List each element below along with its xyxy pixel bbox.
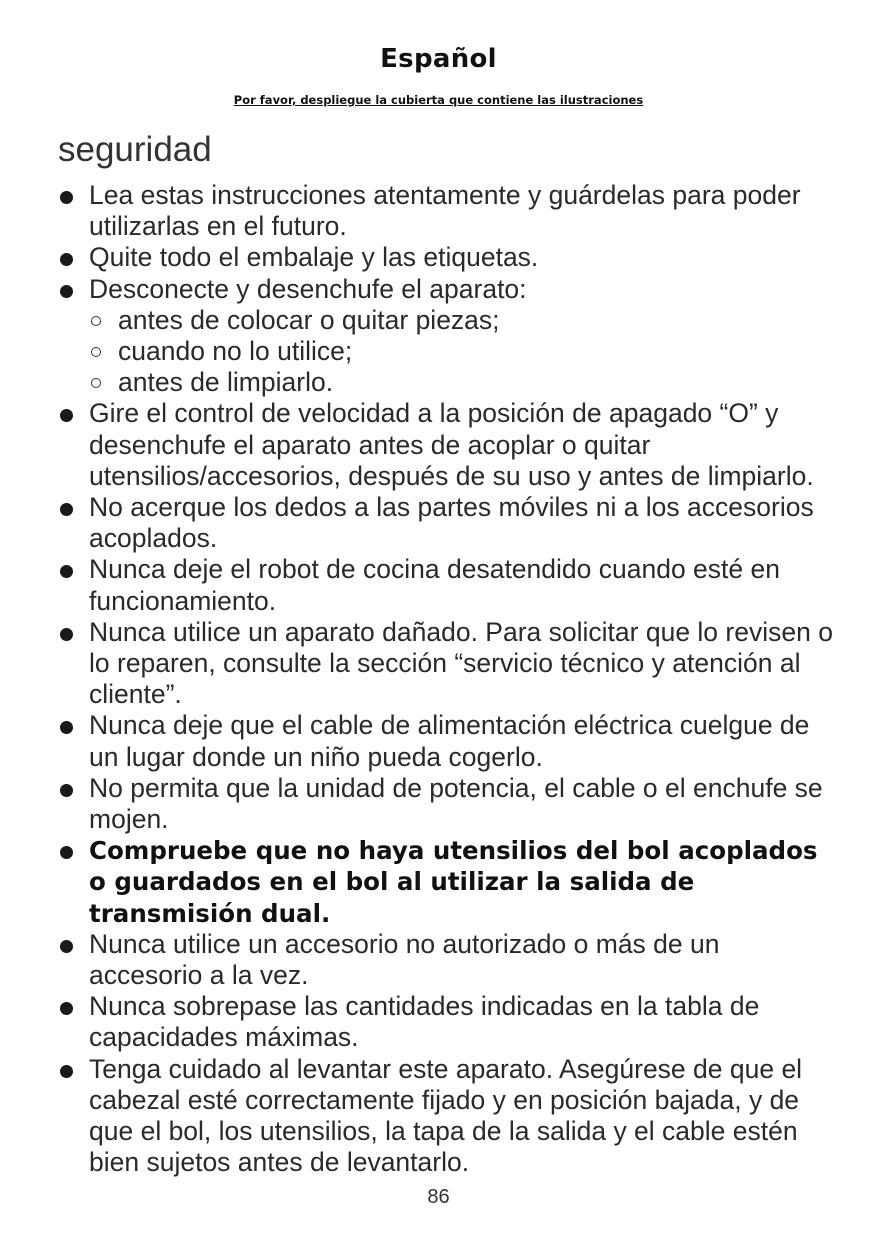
sub-list-item-text: antes de colocar o quitar piezas; (118, 304, 500, 335)
sub-list-item (89, 305, 838, 336)
sub-list-item (89, 367, 838, 398)
list-item-text: Tenga cuidado al levantar este aparato. Asegúrese de que el cabezal esté correctamente fijado y en posición bajada, y de que el bol, los utensilios, la tapa de la salida y el cable estén bien sujetos antes de levantarlo. (89, 1053, 803, 1178)
bullet-icon (60, 409, 73, 422)
bullet-icon (60, 1065, 73, 1078)
bullet-icon (60, 784, 73, 797)
bullet-icon (60, 565, 73, 578)
sub-list (89, 305, 838, 399)
sub-list-item-text: cuando no lo utilice; (118, 336, 353, 367)
list-item (58, 242, 838, 273)
list-item (58, 773, 838, 835)
sub-list-item-text: antes de limpiarlo. (118, 367, 334, 398)
list-item-text: Quite todo el embalaje y las etiquetas. (89, 242, 539, 273)
list-item (58, 991, 838, 1053)
bullet-icon (60, 253, 73, 266)
bullet-icon (60, 191, 73, 204)
list-item-text: Gire el control de velocidad a la posición de apagado “O” y desenchufe el aparato antes de acoplar o quitar utensilios/accesorios, después de su uso y antes de limpiarlo. (89, 398, 814, 491)
circle-bullet-icon (91, 378, 101, 388)
sub-list-item (89, 336, 838, 367)
circle-bullet-icon (91, 347, 101, 357)
list-item (58, 180, 838, 242)
list-item-text: No acerque los dedos a las partes móviles ni a los accesorios acoplados. (89, 492, 814, 554)
page-number: 86 (427, 1186, 450, 1208)
list-item-text: No permita que la unidad de potencia, el cable o el enchufe se mojen. (89, 772, 823, 835)
list-item (58, 398, 838, 492)
list-item-text: Nunca deje el robot de cocina desatendido cuando esté en funcionamiento. (89, 554, 780, 616)
list-item-text: Nunca sobrepase las cantidades indicadas en la tabla de capacidades máximas. (89, 991, 760, 1053)
language-heading: Español (380, 44, 497, 74)
list-item (58, 554, 838, 616)
list-item (58, 274, 838, 399)
cover-instruction: Por favor, despliegue la cubierta que contiene las ilustraciones (233, 93, 644, 107)
list-item (58, 617, 838, 711)
list-item-text: Compruebe que no haya utensilios del bol acoplados o guardados en el bol al utilizar la salida de transmisión dual. (89, 836, 818, 928)
bullet-icon (60, 503, 73, 516)
bullet-icon (60, 628, 73, 641)
list-item-text: Nunca deje que el cable de alimentación eléctrica cuelgue de un lugar donde un niño pueda cogerlo. (89, 710, 810, 772)
list-item-text: Nunca utilice un accesorio no autorizado o más de un accesorio a la vez. (89, 928, 720, 991)
bullet-icon (60, 721, 73, 734)
list-item (58, 492, 838, 554)
bullet-icon (60, 285, 73, 298)
circle-bullet-icon (91, 316, 101, 326)
safety-list (58, 180, 838, 1179)
section-title: seguridad (58, 130, 212, 169)
list-item (58, 1054, 838, 1179)
list-item-text: Lea estas instrucciones atentamente y guárdelas para poder utilizarlas en el futuro. (89, 180, 801, 242)
list-item-text: Desconecte y desenchufe el aparato: (89, 273, 527, 304)
list-item-warning (58, 835, 838, 929)
bullet-icon (60, 846, 73, 859)
bullet-icon (60, 940, 73, 953)
bullet-icon (60, 1002, 73, 1015)
list-item (58, 710, 838, 772)
list-item-text: Nunca utilice un aparato dañado. Para solicitar que lo revisen o lo reparen, consulte la sección “servicio técnico y atención al cliente”. (89, 616, 833, 710)
list-item (58, 929, 838, 991)
